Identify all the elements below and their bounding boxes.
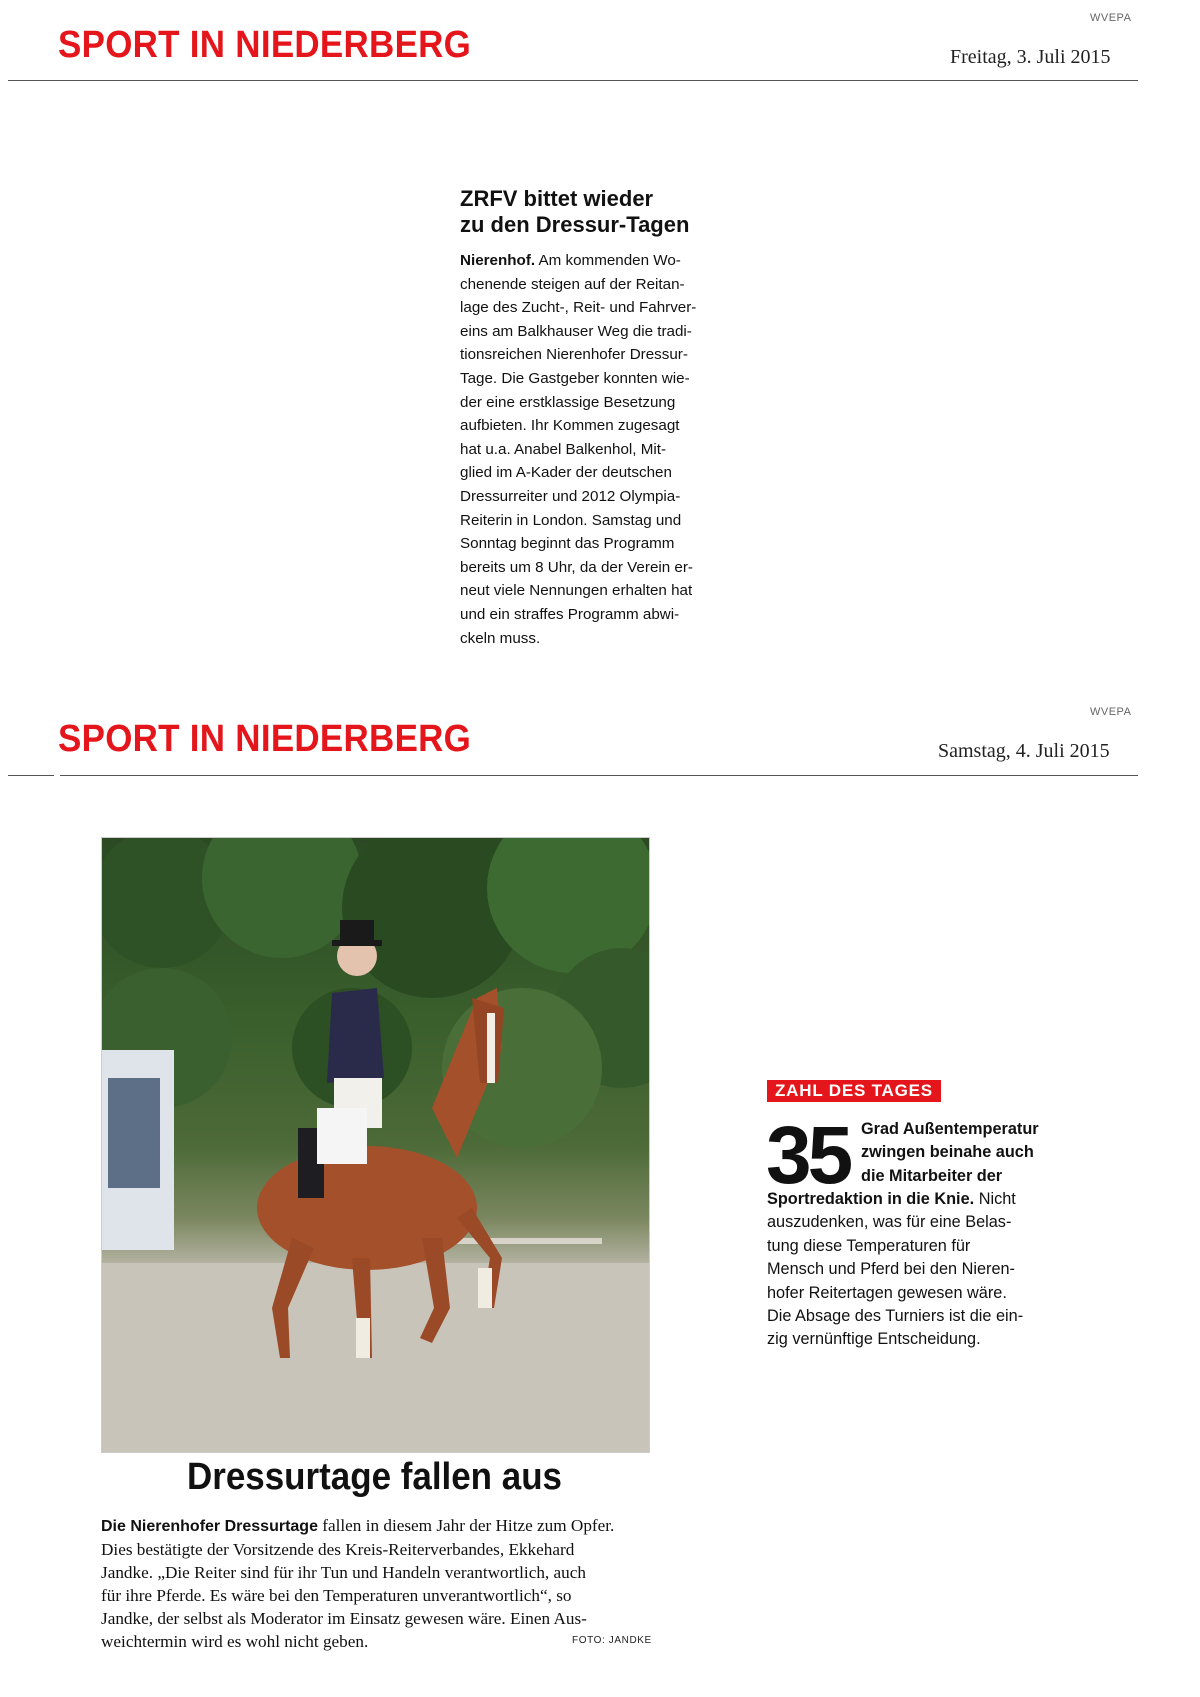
zahl-line <box>767 1188 1023 1211</box>
source-label-2: WVEPA <box>1090 706 1132 718</box>
body-line: Tage. Die Gastgeber konnten wie- <box>460 369 690 387</box>
article-zrfv-headline <box>460 186 760 238</box>
zahl-des-tages-label: ZAHL DES TAGES <box>767 1080 941 1102</box>
body-line: und ein straffes Programm abwi- <box>460 605 680 623</box>
zahl-bold-text: Sportredaktion in die Knie. <box>767 1190 975 1208</box>
masthead-date-1: Freitag, 3. Juli 2015 <box>950 46 1111 68</box>
article-dressurtage-body <box>101 1514 661 1653</box>
zahl-line: Die Absage des Turniers ist die ein- <box>767 1307 1024 1326</box>
body-line: für ihre Pferde. Es wäre bei den Temperaturen unverantwortlich“, so <box>101 1586 572 1605</box>
zahl-bold-text: die Mitarbeiter der <box>861 1166 1003 1185</box>
dressage-horse-image <box>102 838 649 1452</box>
zahl-bold-lines <box>861 1118 1039 1188</box>
body-line: eins am Balkhauser Weg die tradi- <box>460 322 692 340</box>
zahl-line: hofer Reitertagen gewesen wäre. <box>767 1283 1007 1302</box>
masthead-title-2: SPORT IN NIEDERBERG <box>58 718 472 760</box>
body-text: fallen in diesem Jahr der Hitze zum Opfer. <box>317 1516 615 1535</box>
dateline: Nierenhof. <box>460 252 536 269</box>
body-line: neut viele Nennungen erhalten hat <box>460 582 693 600</box>
body-line <box>101 1514 661 1538</box>
zahl-line <box>861 1141 1039 1164</box>
body-line: Jandke, der selbst als Moderator im Einsatz gewesen wäre. Einen Aus- <box>101 1609 587 1628</box>
lead-bold: Die Nierenhofer Dressurtage <box>101 1518 318 1535</box>
article-dressurtage-headline: Dressurtage fallen aus <box>186 1456 562 1498</box>
article-zrfv-body <box>460 249 760 650</box>
zahl-number: 35 <box>766 1110 850 1201</box>
body-line <box>460 249 760 273</box>
zahl-text: Nicht <box>974 1190 1016 1208</box>
source-label-1: WVEPA <box>1090 12 1132 24</box>
zahl-des-tages-box <box>767 1081 941 1101</box>
body-line: ckeln muss. <box>460 629 541 647</box>
dressage-photo <box>101 837 650 1453</box>
photo-credit: FOTO: JANDKE <box>572 1635 652 1646</box>
body-line: Reiterin in London. Samstag und <box>460 511 682 529</box>
body-line: weichtermin wird es wohl nicht geben. <box>101 1632 369 1651</box>
body-line: Dies bestätigte der Vorsitzende des Kreis-Reiterverbandes, Ekkehard <box>101 1540 575 1559</box>
body-line: tionsreichen Nierenhofer Dressur- <box>460 346 688 364</box>
zahl-line: tung diese Temperaturen für <box>767 1236 971 1255</box>
body-line: Jandke. „Die Reiter sind für ihr Tun und Handeln verantwortlich, auch <box>101 1563 586 1582</box>
masthead-date-2: Samstag, 4. Juli 2015 <box>938 740 1110 762</box>
zahl-body <box>767 1188 1023 1352</box>
zahl-bold-text: zwingen beinahe auch <box>861 1143 1034 1162</box>
headline-line: zu den Dressur-Tagen <box>460 212 690 237</box>
body-line: Dressurreiter und 2012 Olympia- <box>460 487 681 505</box>
headline-line: ZRFV bittet wieder <box>460 186 654 211</box>
zahl-line <box>861 1165 1039 1188</box>
masthead-rule-2b <box>60 775 1138 776</box>
zahl-line: zig vernünftige Entscheidung. <box>767 1330 981 1349</box>
article-zrfv <box>460 186 760 650</box>
body-line: bereits um 8 Uhr, da der Verein er- <box>460 558 693 576</box>
masthead-rule-2a <box>8 775 54 776</box>
masthead-title-1: SPORT IN NIEDERBERG <box>58 24 472 66</box>
zahl-bold-text: Grad Außentemperatur <box>861 1120 1039 1138</box>
body-line: lage des Zucht-, Reit- und Fahrver- <box>460 299 697 317</box>
body-line: der eine erstklassige Besetzung <box>460 393 676 411</box>
body-text: Am kommenden Wo- <box>538 252 681 269</box>
zahl-line <box>861 1118 1039 1141</box>
body-line: hat u.a. Anabel Balkenhol, Mit- <box>460 440 667 458</box>
body-line: Sonntag beginnt das Programm <box>460 535 675 553</box>
zahl-line: Mensch und Pferd bei den Nieren- <box>767 1260 1015 1279</box>
body-line: aufbieten. Ihr Kommen zugesagt <box>460 417 680 435</box>
body-line: glied im A-Kader der deutschen <box>460 464 672 482</box>
body-line: chenende steigen auf der Reitan- <box>460 275 685 293</box>
masthead-rule-1 <box>8 80 1138 81</box>
zahl-line: auszudenken, was für eine Belas- <box>767 1213 1012 1232</box>
